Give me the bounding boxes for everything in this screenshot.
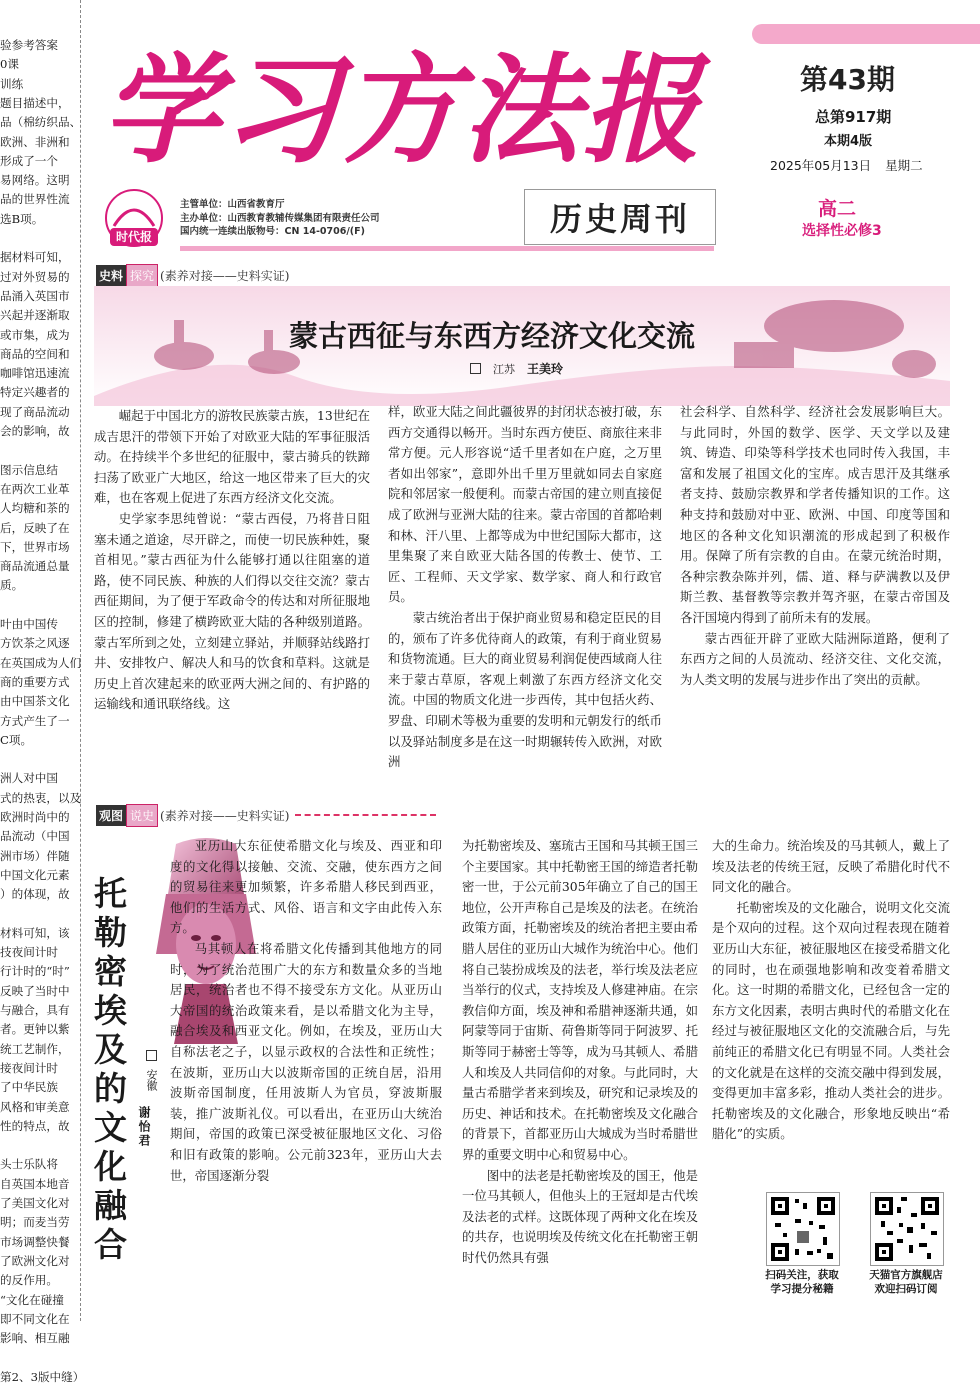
section2-headline: 托勒密埃及的文化融合 bbox=[89, 876, 128, 1266]
section2-byline bbox=[140, 1050, 162, 1091]
adjacent-text-line: 材料可知，该 bbox=[0, 925, 70, 940]
adjacent-text-line: 中国文化元素 bbox=[0, 867, 70, 882]
qr-code-follow[interactable] bbox=[766, 1192, 840, 1266]
publisher-line-1: 主管单位：山西省教育厅 bbox=[180, 199, 285, 210]
adjacent-text-line: 商的重要方式 bbox=[0, 674, 70, 689]
qr-code-store[interactable] bbox=[870, 1192, 944, 1266]
publisher-line-2: 主办单位：山西教育教辅传媒集团有限责任公司 bbox=[180, 212, 380, 224]
masthead-title: 学习方法报 bbox=[102, 40, 703, 179]
section2-divider bbox=[295, 814, 436, 816]
publisher-info bbox=[180, 198, 380, 239]
adjacent-text-line: 即不同文化在 bbox=[0, 1311, 70, 1326]
adjacent-text-line: 题目描述中， bbox=[0, 95, 70, 110]
adjacent-text-line: 自英国本地音 bbox=[0, 1176, 70, 1191]
section2-bar bbox=[96, 804, 436, 826]
paragraph: 图中的法老是托勒密埃及的国王，他是一位马其顿人，但他头上的王冠却是古代埃及法老的式样。这既体现了两种文化在埃及的共存，也说明埃及传统文化在托勒密王朝时代仍然具有强 bbox=[462, 1167, 698, 1265]
course-label: 选择性必修3 bbox=[802, 223, 882, 239]
qr2-caption bbox=[858, 1268, 954, 1296]
adjacent-text-line: 与融合，具有 bbox=[0, 1003, 70, 1017]
adjacent-text-line: 方饮茶之风逐 bbox=[0, 636, 70, 651]
total-issue: 总第917期 bbox=[815, 108, 892, 126]
date-text: 2025年05月13日 bbox=[770, 158, 872, 173]
adjacent-text-line: 人均糖和茶的 bbox=[0, 501, 70, 516]
section1-byline bbox=[470, 360, 563, 377]
qr1-caption-line-2: 学习提分秘籍 bbox=[770, 1283, 834, 1295]
adjacent-text-line: 商品流通总量 bbox=[0, 559, 70, 574]
adjacent-text-line: 洲人对中国 bbox=[0, 771, 58, 786]
adjacent-text-line: 兴起并逐渐取 bbox=[0, 308, 70, 323]
logo-caption: 时代报 bbox=[115, 230, 152, 244]
section2-tag-main: 观图 bbox=[96, 805, 126, 826]
paragraph: 大的生命力。统治埃及的马其顿人，戴上了埃及法老的传统王冠，反映了希腊化时代不同文化的融合。 bbox=[712, 838, 950, 895]
adjacent-text-line: 由中国茶文化 bbox=[0, 694, 70, 709]
paragraph: 为托勒密埃及、塞琉古王国和马其顿王国三个主要国家。其中托勒密王国的缔造者托勒密一世，于公元前305年确立了自己的国王地位，公开声称自己是埃及的法老。在统治政策方面，托勒密埃及的统治者把主要由希腊人居住的亚历山大城作为统治中心。他们将自己装扮成埃及的法老，举行埃及法老应当举行的仪式，支持埃及人修建神庙。在宗教信仰方面，埃及神和希腊神逐渐共通，如阿蒙等同于宙斯、荷鲁斯等同于阿波罗、托斯等同于赫密士等等，成为马其顿人、希腊人和埃及人共同信仰的对象。与此同时，大量古希腊学者来到埃及，研究和记录埃及的历史、神话和技术。在托勒密埃及文化融合的背景下，首都亚历山大城成为当时希腊世界的重要文明中心和贸易中心。 bbox=[462, 838, 698, 1162]
adjacent-text-line: 接夜间计时 bbox=[0, 1060, 58, 1075]
adjacent-text-line: 或市集，成为 bbox=[0, 327, 70, 342]
adjacent-text-line: 验参考答案 bbox=[0, 38, 58, 52]
section1-tag-note: (素养对接——史料实证) bbox=[160, 268, 290, 283]
section2-tag-sub: 说史 bbox=[126, 804, 158, 827]
adjacent-text-line: 式的热衷，以及 bbox=[0, 790, 82, 805]
byline2-author: 谢怡君 bbox=[137, 1106, 151, 1148]
issue-number bbox=[800, 58, 895, 98]
adjacent-text-line: 咖啡馆迅速流 bbox=[0, 366, 70, 381]
byline-author: 王美玲 bbox=[527, 362, 564, 376]
grade-label: 高二 bbox=[818, 198, 857, 220]
qr2-caption-line-1: 天猫官方旗舰店 bbox=[869, 1269, 943, 1281]
section1-tag-main: 史料 bbox=[96, 265, 126, 286]
adjacent-text-line: 现了商品流动 bbox=[0, 404, 70, 419]
adjacent-text-line: 据材料可知， bbox=[0, 250, 70, 265]
adjacent-text-line: 后，反映了在 bbox=[0, 520, 70, 535]
adjacent-text-line: C项。 bbox=[0, 732, 33, 747]
adjacent-text-line: 易网络。这明 bbox=[0, 173, 70, 188]
paragraph: 马其顿人在将希腊文化传播到其他地方的同时，为了统治范围广大的东方和数量众多的当地居民，统治者也不得不接受东方文化。从亚历山大帝国的统治政策来看，是以希腊文化为主导，融合埃及和西亚文化。例如，在埃及，亚历山大自称法老之子，以显示政权的合法性和正统性；在波斯，亚历山大以波斯帝国的正统自居，沿用波斯帝国制度，任用波斯人为官员，穿波斯服装，推广波斯礼仪。可以看出，在亚历山大统治期间，帝国的政策已深受被征服地区文化、习俗和旧有政策的影响。公元前323年，亚历山大去世，帝国逐渐分裂 bbox=[170, 940, 442, 1183]
qr-pattern-icon bbox=[871, 1193, 943, 1265]
qr-pattern-icon bbox=[767, 1193, 839, 1265]
byline-location: 江苏 bbox=[493, 362, 515, 376]
paragraph: 样，欧亚大陆之间此疆彼界的封闭状态被打破，东西方交通得以畅开。当时东西方使臣、商旅往来非常方便。元人形容说“适千里者如在户庭，之万里者如出邻家”，意即外出千里万里就如同去自家庭院和邻居家一般便利。而蒙古帝国的建立则直接促成了欧洲与亚洲大陆的往来。蒙古帝国的首都哈剌和林、汗八里、上都等成为中世纪国际大都市，这里集聚了来自欧亚大陆各国的传教士、使节、工匠、工程师、天文学家、数学家、商人和行政官员。 bbox=[388, 404, 662, 605]
paragraph: 蒙古西征开辟了亚欧大陆洲际道路，便利了东西方之间的人员流动、经济交往、文化交流，为人类文明的发展与进步作出了突出的贡献。 bbox=[680, 630, 950, 687]
byline2-location: 安徽 bbox=[145, 1069, 158, 1091]
newspaper-logo bbox=[100, 188, 168, 252]
issue-label: 第43期 bbox=[800, 63, 895, 96]
adjacent-text-line: 叶由中国传 bbox=[0, 617, 58, 631]
adjacent-text-line: 下，世界市场 bbox=[0, 539, 70, 554]
adjacent-text-line: 了美国文化对 bbox=[0, 1196, 70, 1210]
adjacent-text-line: 影响、相互融 bbox=[0, 1331, 70, 1346]
adjacent-text-line: 特定兴趣者的 bbox=[0, 385, 70, 400]
weekly-pink-strip bbox=[180, 246, 714, 251]
section2-column-3 bbox=[712, 836, 950, 1145]
adjacent-text-line: 头士乐队将 bbox=[0, 1157, 58, 1172]
paragraph: 托勒密埃及的文化融合，说明文化交流是个双向的过程。这个双向过程表现在随着亚历山大东征，被征服地区在接受希腊文化的同时，也在顽强地影响和改变着希腊文化。这一时期的希腊文化，已经包含一定的东方文化因素，表明古典时代的希腊文化在经过与被征服地区文化的交流融合后，与先前纯正的希腊文化已有明显不同。人类社会的文化就是在这样的交流交融中得到发展，变得更加丰富多彩，推动人类社会的进步。托勒密埃及的文化融合，形象地反映出“希腊化”的实质。 bbox=[712, 899, 950, 1142]
paragraph: 社会科学、自然科学、经济社会发展影响巨大。与此同时，外国的数学、医学、天文学以及建筑、铸造、印染等科学技术也同时传入我国，丰富和发展了祖国文化的宝库。成吉思汗及其继承者支持、鼓励宗教界和学者传播知识的工作。这种支持和鼓励对中亚、欧洲、中国、印度等国和地区的各种文化知识潮流的形成起到了积极作用。保障了所有宗教的自由。在蒙元统治时期，各种宗教杂陈并列，儒、道、释与萨满教以及伊斯兰教、基督教等宗教并驾齐驱，在蒙古帝国及各汗国境内得到了前所未有的发展。 bbox=[680, 404, 950, 625]
adjacent-text-line: ）的体现，故 bbox=[0, 887, 70, 902]
section1-column-3 bbox=[680, 402, 950, 690]
adjacent-text-line: 行计时的“时” bbox=[0, 964, 70, 979]
section1-tag-sub: 探究 bbox=[126, 264, 158, 287]
paragraph: 史学家李思纯曾说：“蒙古西侵，乃将昔日阻塞未通之道途，尽开辟之，而使一切民族种姓，聚首相见。”蒙古西征为什么能够打通以往阻塞的道路，使不同民族、种族的人们得以交往交流？蒙古西征期间，为了便于军政命令的传达和对所征服地区的控制，修建了横跨欧亚大陆的各种级别道路。蒙古军所到之处，立刻建立驿站，并顺驿站线路打井、安排牧户、解决人和马的饮食和草料。这就是历史上首次建起来的欧亚两大洲之间的、有护路的运输线和通讯联络线。这 bbox=[94, 510, 370, 712]
adjacent-text-line: 欧洲时尚中的 bbox=[0, 810, 70, 824]
paragraph: 亚历山大东征使希腊文化与埃及、西亚和印度的文化得以接触、交流、交融，使东西方之间的贸易往来更加频繁，许多希腊人移民到西亚，他们的生活方式、风俗、语言和文字由此传入东方。 bbox=[170, 838, 442, 936]
adjacent-text-line: 洲市场）伴随 bbox=[0, 848, 70, 863]
top-color-band bbox=[752, 24, 980, 44]
section2-column-2 bbox=[462, 836, 698, 1268]
paragraph: 崛起于中国北方的游牧民族蒙古族，13世纪在成吉思汗的带领下开始了对欧亚大陆的军事征服活动。在持续半个多世纪的征服中，蒙古骑兵的铁蹄扫荡了欧亚广大地区，给这一地区带来了巨大的灾难，也在客观上促进了东西方经济文化交流。 bbox=[94, 408, 370, 506]
adjacent-text-line: 0课 bbox=[0, 57, 19, 72]
pages-count: 本期4版 bbox=[824, 134, 873, 149]
qr1-caption bbox=[756, 1268, 848, 1296]
adjacent-text-line: 性的特点，故 bbox=[0, 1118, 70, 1133]
qr2-caption-line-2: 欢迎扫码订阅 bbox=[874, 1283, 938, 1295]
issue-date bbox=[770, 156, 923, 174]
adjacent-text-line: 在两次工业革 bbox=[0, 481, 70, 496]
adjacent-text-line: 反映了当时中 bbox=[0, 983, 70, 998]
adjacent-text-line: “文化在碰撞 bbox=[0, 1292, 64, 1307]
adjacent-text-line: 的反作用。 bbox=[0, 1273, 58, 1288]
byline-box-icon bbox=[470, 363, 481, 374]
adjacent-text-line: 市场调整快餐 bbox=[0, 1234, 70, 1249]
adjacent-text-line: 会的影响，故 bbox=[0, 424, 70, 438]
adjacent-text-line: 在英国成为人们 bbox=[0, 655, 82, 670]
section1-column-1 bbox=[94, 406, 370, 715]
weekday-text: 星期二 bbox=[885, 158, 923, 173]
adjacent-text-line: 过对外贸易的 bbox=[0, 269, 70, 284]
section1-headline: 蒙古西征与东西方经济文化交流 bbox=[288, 319, 695, 353]
adjacent-text-line: 品（棉纺织品、 bbox=[0, 115, 82, 130]
section1-column-2 bbox=[388, 402, 662, 773]
weekly-box bbox=[524, 189, 716, 245]
section1-bar bbox=[96, 264, 340, 286]
adjacent-text-line: 品流动（中国 bbox=[0, 829, 70, 844]
adjacent-text-line: 训练 bbox=[0, 76, 24, 91]
adjacent-text-line: 品的世界性流 bbox=[0, 192, 70, 207]
adjacent-text-line: 商品的空间和 bbox=[0, 346, 70, 361]
byline2-box-icon bbox=[146, 1050, 157, 1061]
adjacent-text-line: 者。更钟以紫 bbox=[0, 1022, 70, 1037]
adjacent-text-line: 形成了一个 bbox=[0, 153, 58, 168]
adjacent-text-line: 统工艺制作， bbox=[0, 1041, 70, 1056]
section2-column-1 bbox=[170, 836, 442, 1186]
adjacent-text-line: 明；而麦当劳 bbox=[0, 1215, 70, 1230]
publisher-line-3: 国内统一连续出版物号：CN 14-0706/(F) bbox=[180, 226, 365, 237]
adjacent-text-line: 方式产生了一 bbox=[0, 713, 70, 728]
adjacent-text-line: 品涌入英国市 bbox=[0, 288, 70, 303]
paragraph: 蒙古统治者出于保护商业贸易和稳定臣民的目的，颁布了许多优待商人的政策，有利于商业贸易和货物流通。巨大的商业贸易利润促使西域商人往来于蒙古草原，客观上刺激了东西方经济文化交流。中国的物质文化进一步西传，其中包括火药、罗盘、印刷术等极为重要的发明和元朝发行的纸币以及驿站制度多是在这一时期辗转传入欧洲，对欧洲 bbox=[388, 609, 662, 770]
adjacent-text-line: 了欧洲文化对 bbox=[0, 1253, 70, 1268]
adjacent-text-line: 了中华民族 bbox=[0, 1080, 58, 1095]
section2-tag-note: (素养对接——史料实证) bbox=[160, 808, 290, 823]
adjacent-text-line: 技夜间计时 bbox=[0, 945, 58, 960]
adjacent-page-strip bbox=[0, 0, 85, 1384]
adjacent-text-line: 选B项。 bbox=[0, 211, 44, 226]
weekly-title: 历史周刊 bbox=[549, 200, 690, 238]
adjacent-text-line: 欧洲、非洲和 bbox=[0, 134, 70, 149]
adjacent-text-line: 风格和审美意 bbox=[0, 1099, 70, 1114]
adjacent-text-line: 图示信息结 bbox=[0, 462, 58, 477]
adjacent-text-line: 第2、3版中缝） bbox=[0, 1369, 85, 1384]
adjacent-text-line: 质。 bbox=[0, 578, 24, 593]
qr1-caption-line-1: 扫码关注，获取 bbox=[765, 1269, 839, 1281]
